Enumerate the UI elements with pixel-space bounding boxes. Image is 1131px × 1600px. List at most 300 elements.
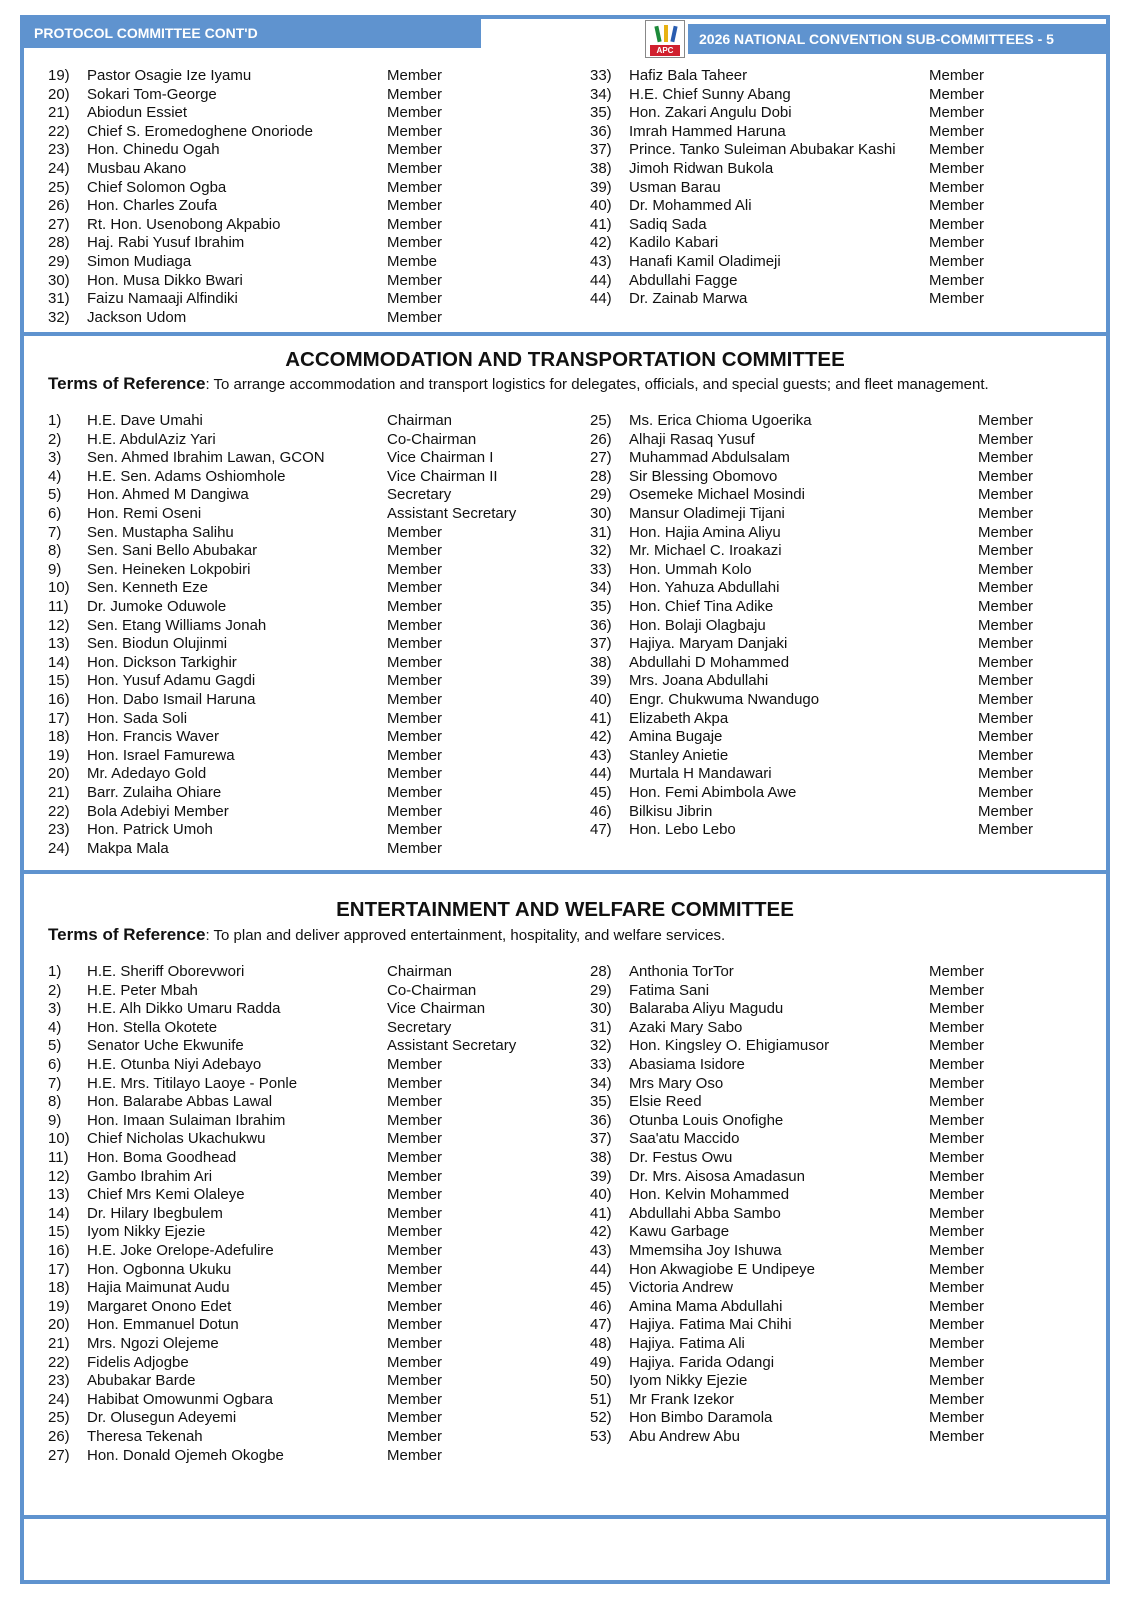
member-role: Member bbox=[929, 1167, 985, 1185]
entertainment-terms-of-reference bbox=[48, 925, 725, 946]
member-name: Abu Andrew Abu bbox=[629, 1428, 740, 1445]
member-name: Hon. Femi Abimbola Awe bbox=[629, 784, 797, 801]
entry-number: 10) bbox=[48, 579, 70, 597]
member-name: Hon. Imaan Sulaiman Ibrahim bbox=[87, 1111, 286, 1129]
member-role: Member bbox=[929, 160, 985, 177]
entry-number: 13) bbox=[48, 635, 70, 653]
member-name: Barr. Zulaiha Ohiare bbox=[87, 784, 222, 801]
member-role: Member bbox=[387, 178, 443, 196]
member-role: Member bbox=[978, 523, 1034, 541]
header-gap bbox=[481, 19, 644, 48]
member-name: Bola Adebiyi Member bbox=[87, 802, 229, 820]
member-name: Faizu Namaaji Alfindiki bbox=[87, 290, 238, 308]
entry-number: 32) bbox=[590, 1037, 612, 1055]
member-role: Member bbox=[387, 821, 443, 839]
entry-number: 19) bbox=[48, 1297, 70, 1315]
member-role: Member bbox=[387, 1372, 443, 1390]
entry-number: 31) bbox=[48, 290, 70, 308]
member-role: Member bbox=[978, 784, 1034, 801]
member-name: Hon. Ogbonna Ukuku bbox=[87, 1260, 232, 1278]
member-role: Member bbox=[978, 467, 1034, 485]
member-role: Member bbox=[929, 1223, 985, 1241]
member-role: Member bbox=[387, 1242, 443, 1259]
member-role: Member bbox=[978, 616, 1034, 634]
entry-number: 38) bbox=[590, 1149, 612, 1166]
entry-number: 50) bbox=[590, 1372, 612, 1390]
member-name: H.E. AbdulAziz Yari bbox=[87, 430, 216, 448]
header-right-banner bbox=[688, 24, 1106, 54]
entry-number: 2) bbox=[48, 430, 62, 448]
member-role: Vice Chairman I bbox=[387, 449, 494, 467]
member-name: Sen. Biodun Olujinmi bbox=[87, 635, 228, 653]
member-name: Hon. Kingsley O. Ehigiamusor bbox=[629, 1037, 830, 1055]
member-name: Abdullahi Abba Sambo bbox=[629, 1204, 781, 1222]
entry-number: 39) bbox=[590, 672, 612, 690]
entry-number: 22) bbox=[48, 1353, 70, 1371]
entry-number: 39) bbox=[590, 178, 612, 196]
entry-number: 21) bbox=[48, 1335, 70, 1352]
entry-number: 22) bbox=[48, 122, 70, 140]
entry-number: 21) bbox=[48, 104, 70, 122]
member-name: Dr. Zainab Marwa bbox=[629, 290, 748, 308]
entry-number: 24) bbox=[48, 839, 70, 857]
member-name: H.E. Chief Sunny Abang bbox=[629, 85, 791, 103]
member-name: Hon. Ummah Kolo bbox=[629, 560, 752, 578]
tor-text: : To plan and deliver approved entertainment, hospitality, and welfare services. bbox=[205, 927, 726, 944]
member-role: Member bbox=[387, 290, 443, 308]
entry-number: 43) bbox=[590, 253, 612, 270]
member-role: Member bbox=[387, 1111, 443, 1129]
entry-number: 43) bbox=[590, 1242, 612, 1259]
member-role: Member bbox=[387, 1353, 443, 1371]
entry-number: 41) bbox=[590, 1204, 612, 1222]
member-role: Assistant Secretary bbox=[387, 505, 517, 522]
member-name: Habibat Omowunmi Ogbara bbox=[87, 1390, 273, 1408]
member-name: Sen. Etang Williams Jonah bbox=[87, 616, 267, 634]
entry-number: 40) bbox=[590, 1186, 612, 1204]
member-role: Member bbox=[387, 839, 443, 857]
member-role: Member bbox=[387, 141, 443, 159]
member-name: Hajiya. Fatima Mai Chihi bbox=[629, 1316, 792, 1334]
member-role: Member bbox=[387, 122, 443, 140]
member-role: Member bbox=[387, 215, 443, 233]
member-name: Mmemsiha Joy Ishuwa bbox=[629, 1242, 782, 1259]
member-name: Dr. Jumoke Oduwole bbox=[87, 598, 227, 615]
member-role: Member bbox=[929, 1056, 985, 1073]
entry-number: 35) bbox=[590, 598, 612, 615]
entry-number: 26) bbox=[48, 197, 70, 215]
member-name: Mansur Oladimeji Tijani bbox=[629, 505, 785, 522]
entry-number: 11) bbox=[48, 598, 69, 615]
member-name: Amina Mama Abdullahi bbox=[629, 1297, 783, 1315]
member-role: Member bbox=[387, 784, 443, 801]
member-name: Dr. Olusegun Adeyemi bbox=[87, 1409, 237, 1427]
member-name: Abiodun Essiet bbox=[87, 104, 188, 122]
member-role: Secretary bbox=[387, 1018, 452, 1036]
entry-number: 12) bbox=[48, 616, 70, 634]
member-role: Membe bbox=[387, 253, 438, 270]
entry-number: 4) bbox=[48, 1018, 62, 1036]
member-name: Sadiq Sada bbox=[629, 215, 707, 233]
member-name: Abasiama Isidore bbox=[629, 1056, 745, 1073]
member-role: Member bbox=[929, 1297, 985, 1315]
entry-number: 14) bbox=[48, 1204, 70, 1222]
entry-number: 4) bbox=[48, 467, 62, 485]
member-role: Assistant Secretary bbox=[387, 1037, 517, 1055]
entry-number: 8) bbox=[48, 542, 62, 560]
member-name: Sen. Kenneth Eze bbox=[87, 579, 208, 597]
entry-number: 20) bbox=[48, 85, 70, 103]
member-name: Otunba Louis Onofighe bbox=[629, 1111, 784, 1129]
logo-green-stripe bbox=[654, 26, 661, 42]
member-role: Member bbox=[929, 1372, 985, 1390]
tor-label: Terms of Reference bbox=[48, 925, 206, 944]
accommodation-terms-of-reference bbox=[48, 374, 989, 395]
entry-number: 28) bbox=[590, 963, 612, 980]
member-role: Member bbox=[978, 598, 1034, 615]
member-role: Member bbox=[929, 1149, 985, 1166]
entry-number: 12) bbox=[48, 1167, 70, 1185]
entry-number: 7) bbox=[48, 1074, 62, 1092]
member-role: Member bbox=[929, 1111, 985, 1129]
member-role: Member bbox=[929, 85, 985, 103]
entry-number: 40) bbox=[590, 197, 612, 215]
member-name: Pastor Osagie Ize Iyamu bbox=[87, 67, 252, 84]
member-role: Chairman bbox=[387, 412, 453, 429]
member-role: Member bbox=[929, 1018, 985, 1036]
entry-number: 32) bbox=[48, 308, 70, 326]
member-name: Hon. Yahuza Abdullahi bbox=[629, 579, 780, 597]
member-name: Murtala H Mandawari bbox=[629, 765, 772, 783]
member-role: Member bbox=[929, 1279, 985, 1297]
member-name: Abubakar Barde bbox=[87, 1372, 196, 1390]
member-name: Amina Bugaje bbox=[629, 728, 723, 746]
member-name: Hon. Donald Ojemeh Okogbe bbox=[87, 1446, 284, 1464]
entry-number: 40) bbox=[590, 691, 612, 708]
member-role: Member bbox=[978, 802, 1034, 820]
entry-number: 47) bbox=[590, 1316, 612, 1334]
member-role: Member bbox=[978, 691, 1034, 708]
entry-number: 17) bbox=[48, 1260, 70, 1278]
member-role: Member bbox=[387, 1167, 443, 1185]
entry-number: 33) bbox=[590, 67, 612, 84]
member-name: Dr. Festus Owu bbox=[629, 1149, 733, 1166]
entry-number: 36) bbox=[590, 616, 612, 634]
member-name: Imrah Hammed Haruna bbox=[629, 122, 786, 140]
member-role: Secretary bbox=[387, 486, 452, 504]
member-role: Member bbox=[978, 709, 1034, 727]
member-name: Balaraba Aliyu Magudu bbox=[629, 1000, 784, 1018]
entry-number: 19) bbox=[48, 746, 70, 764]
member-role: Member bbox=[387, 1316, 443, 1334]
member-role: Member bbox=[929, 290, 985, 308]
entry-number: 44) bbox=[590, 271, 612, 289]
entry-number: 16) bbox=[48, 1242, 70, 1259]
entry-number: 29) bbox=[590, 981, 612, 999]
entry-number: 24) bbox=[48, 1390, 70, 1408]
member-name: Jackson Udom bbox=[87, 308, 187, 326]
member-name: Elizabeth Akpa bbox=[629, 709, 729, 727]
member-role: Member bbox=[929, 1390, 985, 1408]
member-role: Member bbox=[978, 746, 1034, 764]
member-name: Fatima Sani bbox=[629, 981, 710, 999]
member-role: Member bbox=[929, 104, 985, 122]
member-role: Member bbox=[387, 1428, 443, 1445]
member-role: Member bbox=[387, 802, 443, 820]
entry-number: 28) bbox=[590, 467, 612, 485]
member-role: Member bbox=[929, 141, 985, 159]
entry-number: 11) bbox=[48, 1149, 69, 1166]
member-name: Chief S. Eromedoghene Onoriode bbox=[87, 122, 313, 140]
entry-number: 14) bbox=[48, 653, 70, 671]
member-name: Hon. Bolaji Olagbaju bbox=[629, 616, 766, 634]
member-name: Hanafi Kamil Oladimeji bbox=[629, 253, 781, 270]
member-name: Anthonia TorTor bbox=[629, 963, 734, 980]
member-role: Member bbox=[387, 635, 443, 653]
member-role: Member bbox=[387, 104, 443, 122]
member-name: Hon. Yusuf Adamu Gagdi bbox=[87, 672, 256, 690]
member-role: Member bbox=[387, 1390, 443, 1408]
entry-number: 1) bbox=[48, 963, 62, 980]
entry-number: 20) bbox=[48, 1316, 70, 1334]
entry-number: 15) bbox=[48, 672, 70, 690]
entry-number: 41) bbox=[590, 215, 612, 233]
member-role: Member bbox=[387, 542, 443, 560]
member-name: Mr Frank Izekor bbox=[629, 1390, 735, 1408]
entry-number: 26) bbox=[590, 430, 612, 448]
entry-number: 37) bbox=[590, 635, 612, 653]
entry-number: 5) bbox=[48, 1037, 62, 1055]
member-name: Hon. Balarabe Abbas Lawal bbox=[87, 1093, 273, 1111]
member-name: Hon. Chief Tina Adike bbox=[629, 598, 774, 615]
member-role: Member bbox=[387, 1056, 443, 1073]
entry-number: 33) bbox=[590, 1056, 612, 1073]
entry-number: 32) bbox=[590, 542, 612, 560]
member-name: Osemeke Michael Mosindi bbox=[629, 486, 805, 504]
entry-number: 38) bbox=[590, 160, 612, 177]
entry-number: 6) bbox=[48, 1056, 62, 1073]
entry-number: 34) bbox=[590, 579, 612, 597]
entry-number: 44) bbox=[590, 1260, 612, 1278]
member-role: Member bbox=[978, 635, 1034, 653]
entry-number: 29) bbox=[590, 486, 612, 504]
entry-number: 23) bbox=[48, 141, 70, 159]
member-name: Sen. Mustapha Salihu bbox=[87, 523, 234, 541]
entry-number: 18) bbox=[48, 1279, 70, 1297]
member-name: Chief Mrs Kemi Olaleye bbox=[87, 1186, 245, 1204]
entry-number: 18) bbox=[48, 728, 70, 746]
member-name: H.E. Alh Dikko Umaru Radda bbox=[87, 1000, 281, 1018]
member-role: Member bbox=[929, 1000, 985, 1018]
member-name: Mr. Michael C. Iroakazi bbox=[629, 542, 782, 560]
member-role: Member bbox=[978, 672, 1034, 690]
entry-number: 20) bbox=[48, 765, 70, 783]
header-left-banner bbox=[24, 19, 481, 48]
entry-number: 17) bbox=[48, 709, 70, 727]
entry-number: 45) bbox=[590, 784, 612, 801]
member-role: Member bbox=[929, 1204, 985, 1222]
member-role: Member bbox=[929, 1353, 985, 1371]
member-role: Member bbox=[978, 505, 1034, 522]
member-name: Hajiya. Fatima Ali bbox=[629, 1335, 745, 1352]
member-role: Member bbox=[929, 215, 985, 233]
entry-number: 25) bbox=[48, 1409, 70, 1427]
entry-number: 26) bbox=[48, 1428, 70, 1445]
member-name: H.E. Dave Umahi bbox=[87, 412, 203, 429]
member-name: Dr. Hilary Ibegbulem bbox=[87, 1204, 223, 1222]
entry-number: 6) bbox=[48, 505, 62, 522]
member-role: Member bbox=[978, 579, 1034, 597]
member-role: Member bbox=[387, 160, 443, 177]
member-role: Member bbox=[387, 523, 443, 541]
entry-number: 5) bbox=[48, 486, 62, 504]
member-name: Haj. Rabi Yusuf Ibrahim bbox=[87, 234, 245, 252]
member-name: Gambo Ibrahim Ari bbox=[87, 1167, 213, 1185]
entry-number: 35) bbox=[590, 104, 612, 122]
member-name: H.E. Joke Orelope-Adefulire bbox=[87, 1242, 274, 1259]
member-name: H.E. Sen. Adams Oshiomhole bbox=[87, 467, 286, 485]
member-name: Sen. Heineken Lokpobiri bbox=[87, 560, 251, 578]
member-role: Member bbox=[929, 1428, 985, 1445]
entry-number: 52) bbox=[590, 1409, 612, 1427]
member-name: Ms. Erica Chioma Ugoerika bbox=[629, 412, 812, 429]
member-role: Member bbox=[387, 1335, 443, 1352]
member-name: Hon. Sada Soli bbox=[87, 709, 188, 727]
section-divider bbox=[24, 332, 1106, 336]
member-name: Hafiz Bala Taheer bbox=[629, 67, 748, 84]
logo-yellow-stripe bbox=[664, 25, 668, 42]
entry-number: 30) bbox=[48, 271, 70, 289]
member-name: Chief Solomon Ogba bbox=[87, 178, 227, 196]
entry-number: 10) bbox=[48, 1130, 70, 1148]
header-left-title: PROTOCOL COMMITTEE CONT'D bbox=[34, 25, 258, 41]
entry-number: 7) bbox=[48, 523, 62, 541]
member-role: Member bbox=[387, 308, 443, 326]
member-name: Kawu Garbage bbox=[629, 1223, 730, 1241]
member-role: Member bbox=[929, 1074, 985, 1092]
member-role: Member bbox=[387, 709, 443, 727]
member-name: Sir Blessing Obomovo bbox=[629, 467, 778, 485]
member-name: Mr. Adedayo Gold bbox=[87, 765, 207, 783]
entry-number: 46) bbox=[590, 1297, 612, 1315]
member-role: Member bbox=[929, 1409, 985, 1427]
member-role: Member bbox=[387, 1279, 443, 1297]
member-name: Sokari Tom-George bbox=[87, 85, 217, 103]
member-name: Hon. Patrick Umoh bbox=[87, 821, 213, 839]
member-name: Hon. Charles Zoufa bbox=[87, 197, 218, 215]
entry-number: 37) bbox=[590, 1130, 612, 1148]
member-role: Member bbox=[387, 1130, 443, 1148]
member-name: Hon. Boma Goodhead bbox=[87, 1149, 237, 1166]
member-name: Mrs. Ngozi Olejeme bbox=[87, 1335, 219, 1352]
member-name: Senator Uche Ekwunife bbox=[87, 1037, 244, 1055]
accommodation-title: ACCOMMODATION AND TRANSPORTATION COMMITTEE bbox=[285, 348, 845, 371]
header-right-title: 2026 NATIONAL CONVENTION SUB-COMMITTEES - 5 bbox=[699, 31, 1054, 47]
member-role: Member bbox=[978, 560, 1034, 578]
member-name: H.E. Peter Mbah bbox=[87, 981, 198, 999]
entry-number: 44) bbox=[590, 765, 612, 783]
member-role: Member bbox=[387, 271, 443, 289]
member-role: Member bbox=[929, 963, 985, 980]
member-name: Hon. Dabo Ismail Haruna bbox=[87, 691, 256, 708]
entry-number: 9) bbox=[48, 1111, 62, 1129]
member-role: Member bbox=[929, 981, 985, 999]
entry-number: 21) bbox=[48, 784, 70, 801]
member-name: H.E. Otunba Niyi Adebayo bbox=[87, 1056, 262, 1073]
member-role: Member bbox=[387, 1093, 443, 1111]
tor-label: Terms of Reference bbox=[48, 374, 206, 393]
entry-number: 23) bbox=[48, 821, 70, 839]
section-divider bbox=[24, 870, 1106, 874]
entry-number: 51) bbox=[590, 1390, 612, 1408]
entry-number: 31) bbox=[590, 1018, 612, 1036]
member-role: Member bbox=[978, 728, 1034, 746]
entry-number: 3) bbox=[48, 1000, 62, 1018]
entry-number: 27) bbox=[48, 1446, 70, 1464]
member-role: Member bbox=[387, 1446, 443, 1464]
member-name: Iyom Nikky Ejezie bbox=[629, 1372, 748, 1390]
member-role: Member bbox=[978, 486, 1034, 504]
entry-number: 9) bbox=[48, 560, 62, 578]
member-name: Hon. Stella Okotete bbox=[87, 1018, 218, 1036]
member-role: Member bbox=[387, 672, 443, 690]
member-role: Member bbox=[387, 1260, 443, 1278]
entry-number: 24) bbox=[48, 160, 70, 177]
member-role: Member bbox=[387, 1409, 443, 1427]
member-name: Victoria Andrew bbox=[629, 1279, 733, 1297]
entry-number: 27) bbox=[48, 215, 70, 233]
logo-blue-stripe bbox=[670, 26, 677, 42]
member-name: Hajiya. Farida Odangi bbox=[629, 1353, 775, 1371]
entry-number: 33) bbox=[590, 560, 612, 578]
member-role: Member bbox=[387, 1186, 443, 1204]
member-role: Member bbox=[929, 178, 985, 196]
member-name: Prince. Tanko Suleiman Abubakar Kashi bbox=[629, 141, 896, 159]
member-role: Member bbox=[978, 542, 1034, 560]
entry-number: 25) bbox=[48, 178, 70, 196]
entry-number: 30) bbox=[590, 1000, 612, 1018]
member-name: Hon. Emmanuel Dotun bbox=[87, 1316, 239, 1334]
member-role: Member bbox=[387, 1204, 443, 1222]
member-role: Member bbox=[387, 67, 443, 84]
entry-number: 47) bbox=[590, 821, 612, 839]
member-role: Member bbox=[929, 67, 985, 84]
member-role: Member bbox=[978, 765, 1034, 783]
member-name: Dr. Mohammed Ali bbox=[629, 197, 752, 215]
member-role: Member bbox=[387, 1074, 443, 1092]
member-name: Mrs Mary Oso bbox=[629, 1074, 724, 1092]
entry-number: 37) bbox=[590, 141, 612, 159]
member-role: Vice Chairman bbox=[387, 1000, 486, 1018]
member-role: Member bbox=[929, 1260, 985, 1278]
member-name: Hon. Remi Oseni bbox=[87, 505, 202, 522]
member-role: Co-Chairman bbox=[387, 981, 477, 999]
member-role: Member bbox=[978, 430, 1034, 448]
member-name: Makpa Mala bbox=[87, 839, 169, 857]
member-name: Simon Mudiaga bbox=[87, 253, 192, 270]
member-name: Hon. Kelvin Mohammed bbox=[629, 1186, 790, 1204]
member-name: Rt. Hon. Usenobong Akpabio bbox=[87, 215, 281, 233]
member-name: Bilkisu Jibrin bbox=[629, 802, 713, 820]
member-name: Chief Nicholas Ukachukwu bbox=[87, 1130, 266, 1148]
member-role: Member bbox=[929, 1037, 985, 1055]
entry-number: 27) bbox=[590, 449, 612, 467]
member-role: Member bbox=[387, 85, 443, 103]
tor-text: : To arrange accommodation and transport logistics for delegates, officials, and special guests; and fleet management. bbox=[205, 376, 989, 393]
entry-number: 30) bbox=[590, 505, 612, 522]
member-name: Sen. Ahmed Ibrahim Lawan, GCON bbox=[87, 449, 325, 467]
entry-number: 23) bbox=[48, 1372, 70, 1390]
